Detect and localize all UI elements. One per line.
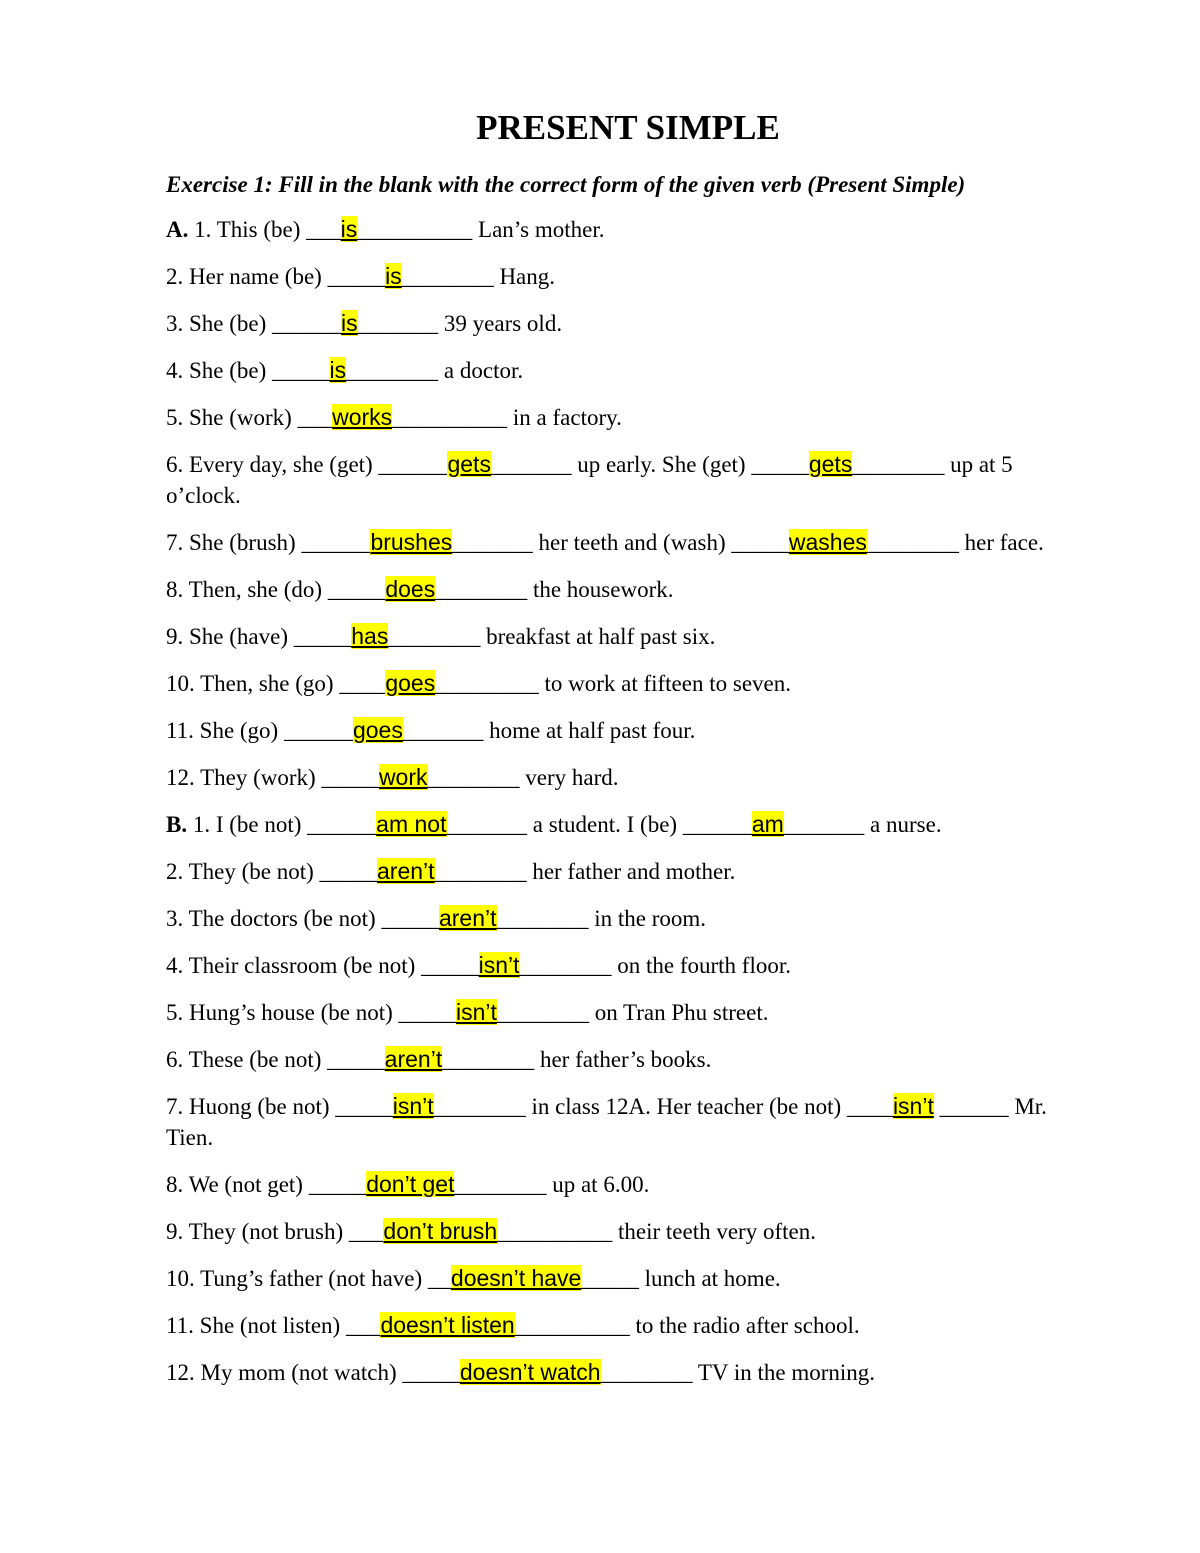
item-text: 11. She (not listen)	[166, 1313, 346, 1338]
exercise-item	[166, 1357, 1078, 1388]
answer-highlight: has	[351, 623, 389, 649]
blank-line: _____	[581, 1266, 639, 1291]
blank-line: ________	[852, 452, 945, 477]
answer-highlight: works	[332, 404, 393, 430]
blank-line: __	[427, 1266, 451, 1291]
exercise-item	[166, 621, 1078, 652]
item-text: TV in the morning.	[692, 1360, 876, 1385]
exercise-item	[166, 308, 1078, 339]
item-text: 5. Hung’s house (be not)	[166, 1000, 399, 1025]
item-text: 1. I (be not)	[192, 812, 308, 837]
exercise-item	[166, 762, 1078, 793]
answer-highlight: is	[329, 357, 347, 383]
answer-highlight: work	[378, 764, 428, 790]
exercise-item	[166, 809, 1078, 840]
blank-line: ____	[339, 671, 386, 696]
item-text: 2. Her name (be)	[166, 264, 328, 289]
exercise-item	[166, 1169, 1078, 1200]
item-text: up early. She (get)	[571, 452, 752, 477]
blank-line: ________	[435, 577, 528, 602]
answer-highlight: isn’t	[892, 1093, 934, 1119]
item-text: in the room.	[588, 906, 707, 931]
exercise-item	[166, 856, 1078, 887]
blank-line: _____	[319, 859, 378, 884]
answer-highlight: is	[341, 310, 358, 336]
item-text: in class 12A. Her teacher (be not)	[525, 1094, 847, 1119]
item-text: home at half past four.	[483, 718, 696, 743]
blank-line: ___	[306, 217, 341, 242]
blank-line: _____	[335, 1094, 393, 1119]
blank-line: ________	[442, 1047, 535, 1072]
item-text: 9. They (not brush)	[166, 1219, 349, 1244]
item-text: breakfast at half past six.	[480, 624, 716, 649]
blank-line: __________	[514, 1313, 630, 1338]
item-text: a student. I (be)	[527, 812, 683, 837]
exercise-item	[166, 574, 1078, 605]
exercise-item	[166, 668, 1078, 699]
answer-highlight: does	[385, 576, 436, 602]
blank-line: ______	[682, 812, 752, 837]
answer-highlight: goes	[352, 717, 403, 743]
blank-line: ______	[378, 452, 448, 477]
answer-highlight: washes	[788, 529, 867, 555]
exercise-item	[166, 402, 1078, 433]
item-text: 12. My mom (not watch)	[166, 1360, 403, 1385]
blank-line: _____	[308, 1172, 367, 1197]
blank-line: ________	[401, 264, 494, 289]
item-text: Mr. Tien.	[166, 1094, 1047, 1150]
item-text: their teeth very often.	[612, 1219, 816, 1244]
blank-line: _____	[398, 1000, 457, 1025]
item-text: 8. Then, she (do)	[166, 577, 328, 602]
blank-line: _____	[402, 1360, 460, 1385]
answer-highlight: is	[385, 263, 402, 289]
answer-highlight: am	[751, 811, 784, 837]
exercise-item	[166, 449, 1078, 511]
item-text: up at 6.00.	[546, 1172, 650, 1197]
blank-line: ________	[434, 859, 527, 884]
blank-line: __________	[392, 405, 508, 430]
item-text: 4. Their classroom (be not)	[166, 953, 422, 978]
blank-line: _____	[321, 765, 379, 790]
blank-line: _____	[272, 358, 330, 383]
answer-highlight: aren’t	[438, 905, 497, 931]
item-text: her face.	[958, 530, 1044, 555]
item-text: Hang.	[493, 264, 556, 289]
blank-line: ___	[345, 1313, 381, 1338]
blank-line: ______	[301, 530, 371, 555]
answer-highlight: doesn’t have	[450, 1265, 582, 1291]
exercise-instruction: Exercise 1: Fill in the blank with the correct form of the given verb (Present Simple)	[166, 172, 966, 197]
blank-line: _______	[490, 452, 572, 477]
exercise-items	[166, 214, 1078, 1404]
blank-line: _______	[357, 311, 439, 336]
item-text: a doctor.	[438, 358, 524, 383]
blank-line: ______	[272, 311, 342, 336]
item-text: 2. They (be not)	[166, 859, 320, 884]
blank-line: ___	[297, 405, 333, 430]
blank-line: _____	[327, 1047, 385, 1072]
answer-highlight: doesn’t listen	[380, 1312, 515, 1338]
blank-line: _____	[731, 530, 789, 555]
section-label: B.	[166, 812, 188, 837]
blank-line: ____	[846, 1094, 893, 1119]
blank-line: _________	[435, 671, 539, 696]
answer-highlight: brushes	[370, 529, 453, 555]
blank-line: _______	[402, 718, 484, 743]
blank-line: _____	[327, 264, 386, 289]
blank-line: ______	[283, 718, 353, 743]
answer-highlight: aren’t	[377, 858, 435, 884]
item-text: her father and mother.	[526, 859, 736, 884]
item-text: 7. She (brush)	[166, 530, 302, 555]
answer-highlight: am not	[376, 811, 447, 837]
exercise-item	[166, 950, 1078, 981]
blank-line: ___	[348, 1219, 384, 1244]
item-text: a nurse.	[864, 812, 942, 837]
exercise-item	[166, 1263, 1078, 1294]
blank-line: ________	[427, 765, 520, 790]
answer-highlight: don’t get	[366, 1171, 455, 1197]
blank-line: _______	[446, 812, 527, 837]
blank-line: ________	[600, 1360, 693, 1385]
item-text: on the fourth floor.	[611, 953, 791, 978]
page-title: PRESENT SIMPLE	[476, 108, 780, 147]
exercise-item	[166, 903, 1078, 934]
blank-line: ________	[454, 1172, 547, 1197]
answer-highlight: aren’t	[384, 1046, 443, 1072]
answer-highlight: gets	[808, 451, 853, 477]
section-label: A.	[166, 217, 189, 242]
item-text: 10. Tung’s father (not have)	[166, 1266, 428, 1291]
exercise-item	[166, 997, 1078, 1028]
answer-highlight: isn’t	[392, 1093, 434, 1119]
answer-highlight: goes	[385, 670, 436, 696]
blank-line: ________	[519, 953, 612, 978]
blank-line: ______	[307, 812, 377, 837]
item-text: to work at fifteen to seven.	[538, 671, 791, 696]
exercise-item	[166, 715, 1078, 746]
item-text: 10. Then, she (go)	[166, 671, 340, 696]
item-text: 7. Huong (be not)	[166, 1094, 336, 1119]
blank-line: _____	[327, 577, 386, 602]
item-text: up at 5 o’clock.	[166, 452, 1013, 508]
exercise-item	[166, 355, 1078, 386]
answer-highlight: isn’t	[478, 952, 520, 978]
exercise-item	[166, 1310, 1078, 1341]
answer-highlight: doesn’t watch	[459, 1359, 601, 1385]
item-text: 1. This (be)	[194, 217, 307, 242]
blank-line: ________	[346, 358, 439, 383]
item-text: to the radio after school.	[629, 1313, 860, 1338]
blank-line: _______	[452, 530, 533, 555]
item-text: her teeth and (wash)	[532, 530, 732, 555]
answer-highlight: isn’t	[456, 999, 497, 1025]
item-text: 5. She (work)	[166, 405, 298, 430]
item-text: lunch at home.	[638, 1266, 781, 1291]
item-text: the housework.	[527, 577, 674, 602]
blank-line: ________	[496, 1000, 589, 1025]
blank-line: _____	[751, 452, 809, 477]
blank-line: __________	[497, 1219, 613, 1244]
blank-line: _______	[783, 812, 865, 837]
blank-line: _____	[421, 953, 479, 978]
item-text: 12. They (work)	[166, 765, 322, 790]
item-text: on Tran Phu street.	[588, 1000, 769, 1025]
answer-highlight: don’t brush	[383, 1218, 498, 1244]
item-text: 39 years old.	[438, 311, 563, 336]
item-text: very hard.	[519, 765, 619, 790]
blank-line: _____	[293, 624, 352, 649]
blank-line: __________	[357, 217, 473, 242]
exercise-item	[166, 1216, 1078, 1247]
item-text: 6. These (be not)	[166, 1047, 328, 1072]
blank-line: ______	[939, 1094, 1009, 1119]
exercise-item	[166, 261, 1078, 292]
answer-highlight: is	[340, 216, 358, 242]
blank-line: ________	[388, 624, 481, 649]
answer-highlight: gets	[447, 451, 491, 477]
item-text: 8. We (not get)	[166, 1172, 309, 1197]
item-text: 3. The doctors (be not)	[166, 906, 382, 931]
blank-line: ________	[433, 1094, 526, 1119]
item-text: 6. Every day, she (get)	[166, 452, 379, 477]
blank-line: ________	[496, 906, 589, 931]
item-text: in a factory.	[507, 405, 622, 430]
exercise-item	[166, 214, 1078, 245]
exercise-item	[166, 527, 1078, 558]
item-text: 3. She (be)	[166, 311, 273, 336]
exercise-item	[166, 1091, 1078, 1153]
item-text: 4. She (be)	[166, 358, 273, 383]
item-text: Lan’s mother.	[472, 217, 605, 242]
item-text: her father’s books.	[534, 1047, 712, 1072]
item-text: 9. She (have)	[166, 624, 294, 649]
item-text: 11. She (go)	[166, 718, 284, 743]
blank-line: ________	[866, 530, 959, 555]
blank-line: _____	[381, 906, 439, 931]
exercise-item	[166, 1044, 1078, 1075]
